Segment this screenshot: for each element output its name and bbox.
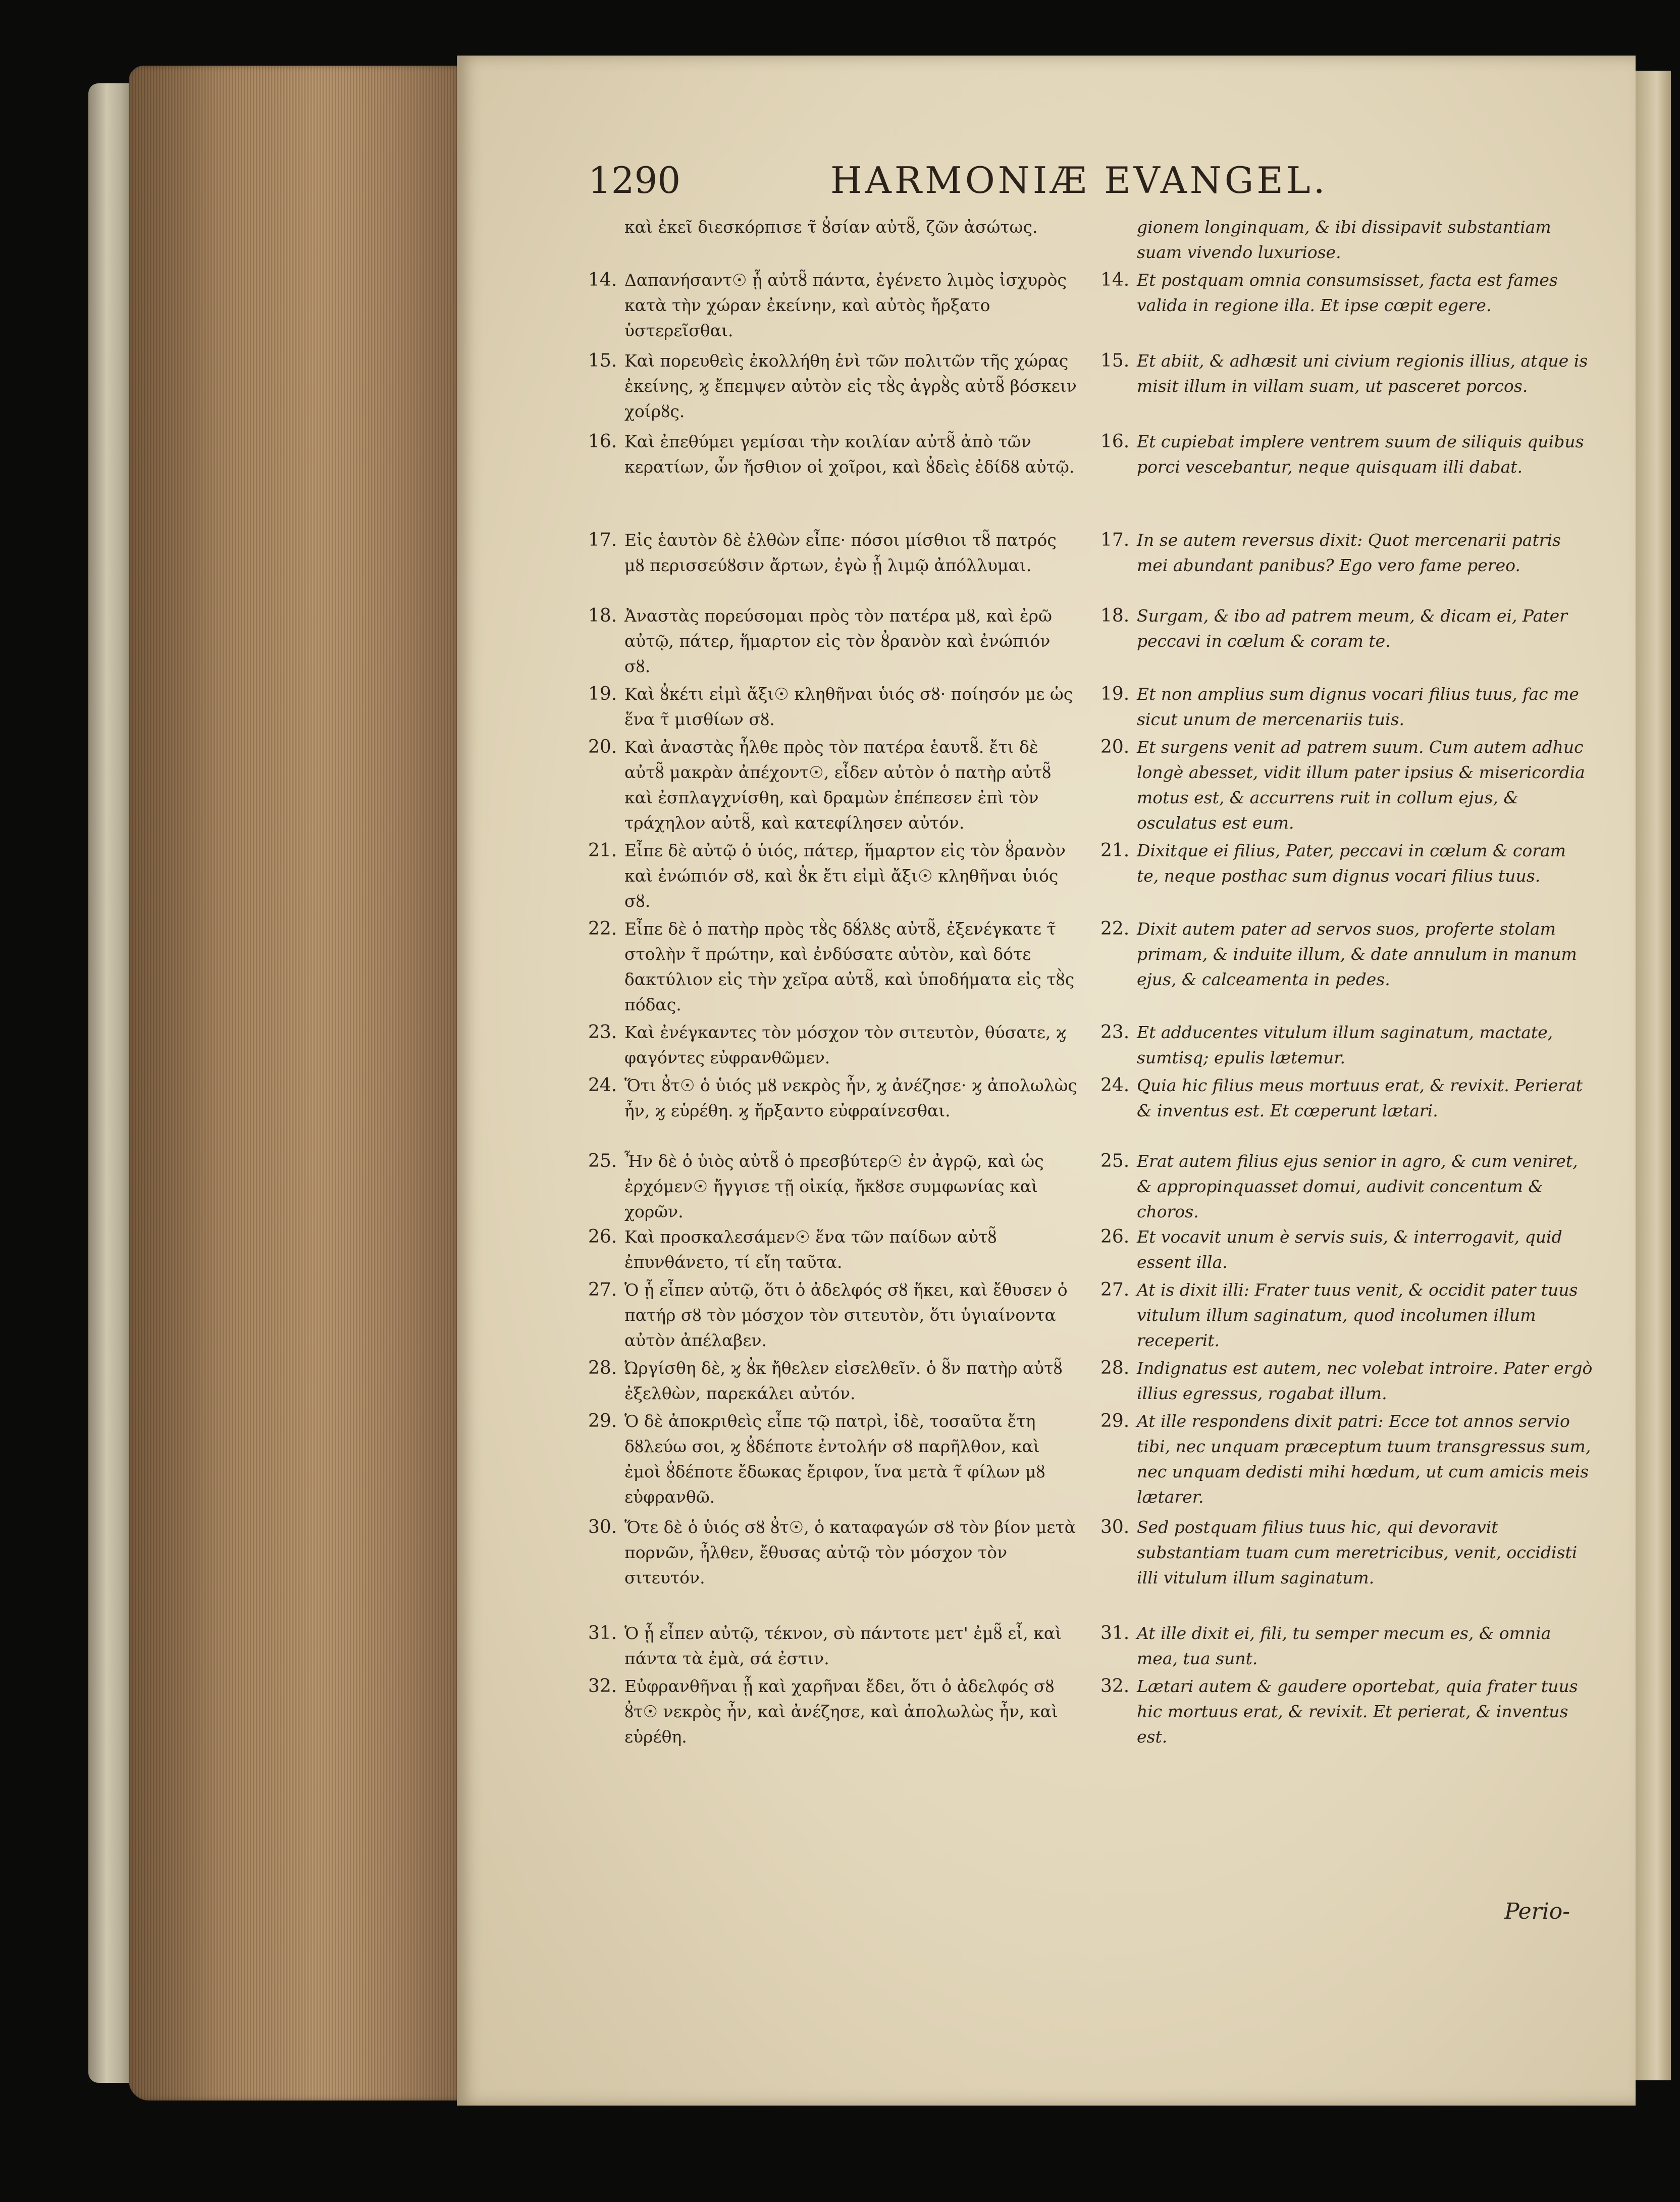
verse-number: 26. [1100, 1226, 1130, 1247]
verse-text: Ὁ ᾗ εἶπεν αὐτῷ, ὅτι ὁ ἀδελφός σȣ ἥκει, καὶ ἔθυσεν ὁ πατήρ σȣ τὸν μόσχον τὸν σιτευτὸν, ὅτι ὑγιαίνοντα αὐτὸν ἀπέλαβεν. [624, 1280, 1068, 1350]
verse-text: Surgam, & ibo ad patrem meum, & dicam ei, Pater peccavi in cœlum & coram te. [1137, 606, 1567, 651]
verse-text: Καὶ πορευθεὶς ἐκολλήθη ἑνὶ τῶν πολιτῶν τῆς χώρας ἐκείνης, ϗ ἔπεμψεν αὐτὸν εἰς τȣ̀ς ἀγρȣ̀ς αὐτȣ̃ βόσκειν χοίρȣς. [624, 351, 1077, 421]
verse-number: 22. [1100, 918, 1130, 939]
verse-number: 18. [1100, 605, 1130, 626]
verse-text: In se autem reversus dixit: Quot mercenarii patris mei abundant panibus? Ego vero fame pereo. [1137, 530, 1561, 575]
verse-text: Ἦν δὲ ὁ ὑιὸς αὐτȣ̃ ὁ πρεσβύτερ☉ ἐν ἀγρῷ, καὶ ὡς ἐρχόμεν☉ ἤγγισε τῇ οἰκίᾳ, ἤκȣσε συμφωνίας καὶ χορῶν. [624, 1151, 1044, 1221]
verse-number: 24. [588, 1075, 617, 1096]
verse-number: 17. [1100, 530, 1130, 550]
verse-number: 24. [1100, 1075, 1130, 1096]
verse-text: Et postquam omnia consumsisset, facta est fames valida in regione illa. Et ipse cœpit egere. [1137, 270, 1558, 315]
verse-number: 27. [588, 1279, 617, 1300]
verse-number: 29. [1100, 1411, 1130, 1431]
verse-number: 18. [588, 605, 617, 626]
verse-number: 16. [588, 431, 617, 452]
verse-text: At is dixit illi: Frater tuus venit, & occidit pater tuus vitulum illum saginatum, quod incolumen illum receperit. [1137, 1280, 1578, 1350]
verse-number: 14. [1100, 270, 1130, 290]
verse-text: Lætari autem & gaudere oportebat, quia frater tuus hic mortuus erat, & revixit. Et perierat, & inventus est. [1137, 1676, 1578, 1747]
verse-number: 19. [588, 684, 617, 704]
verse-number: 25. [588, 1151, 617, 1171]
verse-number: 15. [1100, 350, 1130, 371]
verse-number: 32. [588, 1676, 617, 1697]
verse-text: Καὶ ἀναστὰς ἦλθε πρὸς τὸν πατέρα ἑαυτȣ̃. ἔτι δὲ αὐτȣ̃ μακρὰν ἀπέχοντ☉, εἶδεν αὐτὸν ὁ πατὴρ αὐτȣ̃ καὶ ἐσπλαγχνίσθη, καὶ δραμὼν ἐπέπεσεν ἐπὶ τὸν τράχηλον αὐτȣ̃, καὶ κατεφίλησεν αὐτόν. [624, 737, 1052, 833]
verse-number: 17. [588, 530, 617, 550]
verse-text: Καὶ ἐπεθύμει γεμίσαι τὴν κοιλίαν αὐτȣ̃ ἀπὸ τῶν κερατίων, ὧν ἤσθιον οἱ χοῖροι, καὶ ȣ̓δεὶς ἐδίδȣ αὐτῷ. [624, 432, 1075, 477]
verse-text: Dixitque ei filius, Pater, peccavi in cœlum & coram te, neque posthac sum dignus vocari filius tuus. [1137, 841, 1566, 886]
verse-text: Ἀναστὰς πορεύσομαι πρὸς τὸν πατέρα μȣ, καὶ ἐρῶ αὐτῷ, πάτερ, ἥμαρτον εἰς τὸν ȣ̓ρανὸν καὶ ἐνώπιόν σȣ. [624, 606, 1052, 676]
verse-number: 31. [1100, 1623, 1130, 1644]
verse-number: 29. [588, 1411, 617, 1431]
verse-text: Εὐφρανθῆναι ᾗ καὶ χαρῆναι ἔδει, ὅτι ὁ ἀδελφός σȣ ȣ̓τ☉ νεκρὸς ἦν, καὶ ἀνέζησε, καὶ ἀπολωλὼς ἦν, καὶ εὑρέθη. [624, 1676, 1058, 1747]
verse-text: Καὶ ȣ̓κέτι εἰμὶ ἄξι☉ κληθῆναι ὑιός σȣ· ποίησόν με ὡς ἕνα τ̃ μισθίων σȣ. [624, 684, 1073, 729]
verse-number: 15. [588, 350, 617, 371]
verse-number: 20. [588, 737, 617, 757]
verse-number: 19. [1100, 684, 1130, 704]
verse-text: Et non amplius sum dignus vocari filius tuus, fac me sicut unum de mercenariis tuis. [1137, 684, 1579, 729]
verse-text: Δαπανήσαντ☉ ᾗ αὐτȣ̃ πάντα, ἐγένετο λιμὸς ἰσχυρὸς κατὰ τὴν χώραν ἐκείνην, καὶ αὐτὸς ἤρξατο ὑστερεῖσθαι. [624, 270, 1067, 340]
verse-text: Ὅτι ȣ̓τ☉ ὁ ὑιός μȣ νεκρὸς ἦν, ϗ ἀνέζησε· ϗ ἀπολωλὼς ἦν, ϗ εὑρέθη. ϗ ἤρξαντο εὐφραίνεσθαι. [624, 1076, 1078, 1120]
verse-text: καὶ ἐκεῖ διεσκόρπισε τ̃ ȣ̓σίαν αὐτȣ̃, ζῶν ἀσώτως. [624, 217, 1038, 237]
verse-number: 20. [1100, 737, 1130, 757]
verse-number: 21. [588, 840, 617, 861]
facing-page-sliver [1636, 71, 1671, 2080]
verse-text: Et surgens venit ad patrem suum. Cum autem adhuc longè abesset, vidit illum pater ipsius & misericordia motus est, & accurrens ruit in collum ejus, & osculatus est eum. [1137, 737, 1585, 833]
verse-number: 21. [1100, 840, 1130, 861]
verse-text: Ὅτε δὲ ὁ ὑιός σȣ ȣ̓τ☉, ὁ καταφαγών σȣ τὸν βίον μετὰ πορνῶν, ἦλθεν, ἔθυσας αὐτῷ τὸν μόσχον τὸν σιτευτόν. [624, 1517, 1076, 1588]
verse-number: 16. [1100, 431, 1130, 452]
verse-number: 28. [588, 1358, 617, 1378]
book-cover-edge [88, 83, 134, 2083]
verse-text: Indignatus est autem, nec volebat introire. Pater ergò illius egressus, rogabat illum. [1137, 1358, 1593, 1403]
verse-text: Ὠργίσθη δὲ, ϗ ȣ̓κ ἤθελεν εἰσελθεῖν. ὁ ȣ̃ν πατὴρ αὐτȣ̃ ἐξελθὼν, παρεκάλει αὐτόν. [624, 1358, 1063, 1403]
verse-text: Erat autem filius ejus senior in agro, & cum veniret, & appropinquasset domui, audivit concentum & choros. [1137, 1151, 1578, 1221]
verse-number: 32. [1100, 1676, 1130, 1697]
verse-text: At ille respondens dixit patri: Ecce tot annos servio tibi, nec unquam præceptum tuum transgressus sum, nec unquam dedisti mihi hœdum, ut cum amicis meis lætarer. [1137, 1411, 1591, 1507]
verse-text: Ὁ δὲ ἀποκριθεὶς εἶπε τῷ πατρὶ, ἰδὲ, τοσαῦτα ἔτη δȣλεύω σοι, ϗ ȣ̓δέποτε ἐντολήν σȣ παρῆλθον, καὶ ἐμοὶ ȣ̓δέποτε ἔδωκας ἔριφον, ἵνα μετὰ τ̃ φίλων μȣ εὐφρανθῶ. [624, 1411, 1045, 1507]
verse-number: 22. [588, 918, 617, 939]
verse-text: Dixit autem pater ad servos suos, proferte stolam primam, & induite illum, & date annulum in manum ejus, & calceamenta in pedes. [1137, 919, 1577, 989]
verse-number: 28. [1100, 1358, 1130, 1378]
verse-text: Et adducentes vitulum illum saginatum, mactate, sumtisq; epulis lætemur. [1137, 1022, 1553, 1067]
verse-text: gionem longinquam, & ibi dissipavit substantiam suam vivendo luxuriose. [1137, 217, 1551, 262]
page-number: 1290 [588, 159, 681, 201]
verse-number: 30. [588, 1517, 617, 1538]
running-head: HARMONIÆ EVANGEL. [830, 159, 1328, 201]
verse-number: 23. [1100, 1022, 1130, 1043]
page-edges [129, 66, 462, 2101]
verse-text: Et vocavit unum è servis suis, & interrogavit, quid essent illa. [1137, 1227, 1562, 1272]
verse-text: Καὶ προσκαλεσάμεν☉ ἕνα τῶν παίδων αὐτȣ̃ ἐπυνθάνετο, τί εἴη ταῦτα. [624, 1227, 997, 1272]
verse-text: Et abiit, & adhæsit uni civium regionis illius, atque is misit illum in villam suam, ut pasceret porcos. [1137, 351, 1588, 396]
verse-number: 23. [588, 1022, 617, 1043]
verse-number: 26. [588, 1226, 617, 1247]
page-header [588, 154, 1588, 210]
verse-text: Quia hic filius meus mortuus erat, & revixit. Perierat & inventus est. Et cœperunt lætari. [1137, 1076, 1583, 1120]
verse-number: 27. [1100, 1279, 1130, 1300]
verse-text: Et cupiebat implere ventrem suum de siliquis quibus porci vescebantur, neque quisquam illi dabat. [1137, 432, 1584, 477]
verse-text: Καὶ ἐνέγκαντες τὸν μόσχον τὸν σιτευτὸν, θύσατε, ϗ φαγόντες εὐφρανθῶμεν. [624, 1022, 1067, 1067]
catchword: Perio- [1504, 1899, 1570, 1924]
text-columns [588, 215, 1593, 1830]
verse-number: 25. [1100, 1151, 1130, 1171]
verse-text: Εἶπε δὲ αὐτῷ ὁ ὑιός, πάτερ, ἥμαρτον εἰς τὸν ȣ̓ρανὸν καὶ ἐνώπιόν σȣ, καὶ ȣ̓κ ἔτι εἰμὶ ἄξι☉ κληθῆναι ὑιός σȣ. [624, 841, 1066, 911]
verse-text: Ὁ ᾗ εἶπεν αὐτῷ, τέκνον, σὺ πάντοτε μετ' ἐμȣ̃ εἶ, καὶ πάντα τὰ ἐμὰ, σά ἐστιν. [624, 1623, 1062, 1668]
verse-text: Sed postquam filius tuus hic, qui devoravit substantiam tuam cum meretricibus, venit, occidisti illi vitulum illum saginatum. [1137, 1517, 1578, 1588]
verse-text: Εἰς ἑαυτὸν δὲ ἐλθὼν εἶπε· πόσοι μίσθιοι τȣ̃ πατρός μȣ περισσεύȣσιν ἄρτων, ἐγὼ ᾗ λιμῷ ἀπόλλυμαι. [624, 530, 1057, 575]
verse-text: At ille dixit ei, fili, tu semper mecum es, & omnia mea, tua sunt. [1137, 1623, 1551, 1668]
verse-text: Εἶπε δὲ ὁ πατὴρ πρὸς τȣ̀ς δȣ́λȣς αὐτȣ̃, ἐξενέγκατε τ̃ στολὴν τ̃ πρώτην, καὶ ἐνδύσατε αὐτὸν, καὶ δότε δακτύλιον εἰς τὴν χεῖρα αὐτȣ̃, καὶ ὑποδήματα εἰς τȣ̀ς πόδας. [624, 919, 1075, 1014]
verse-number: 31. [588, 1623, 617, 1644]
verse-number: 14. [588, 270, 617, 290]
verse-number: 30. [1100, 1517, 1130, 1538]
